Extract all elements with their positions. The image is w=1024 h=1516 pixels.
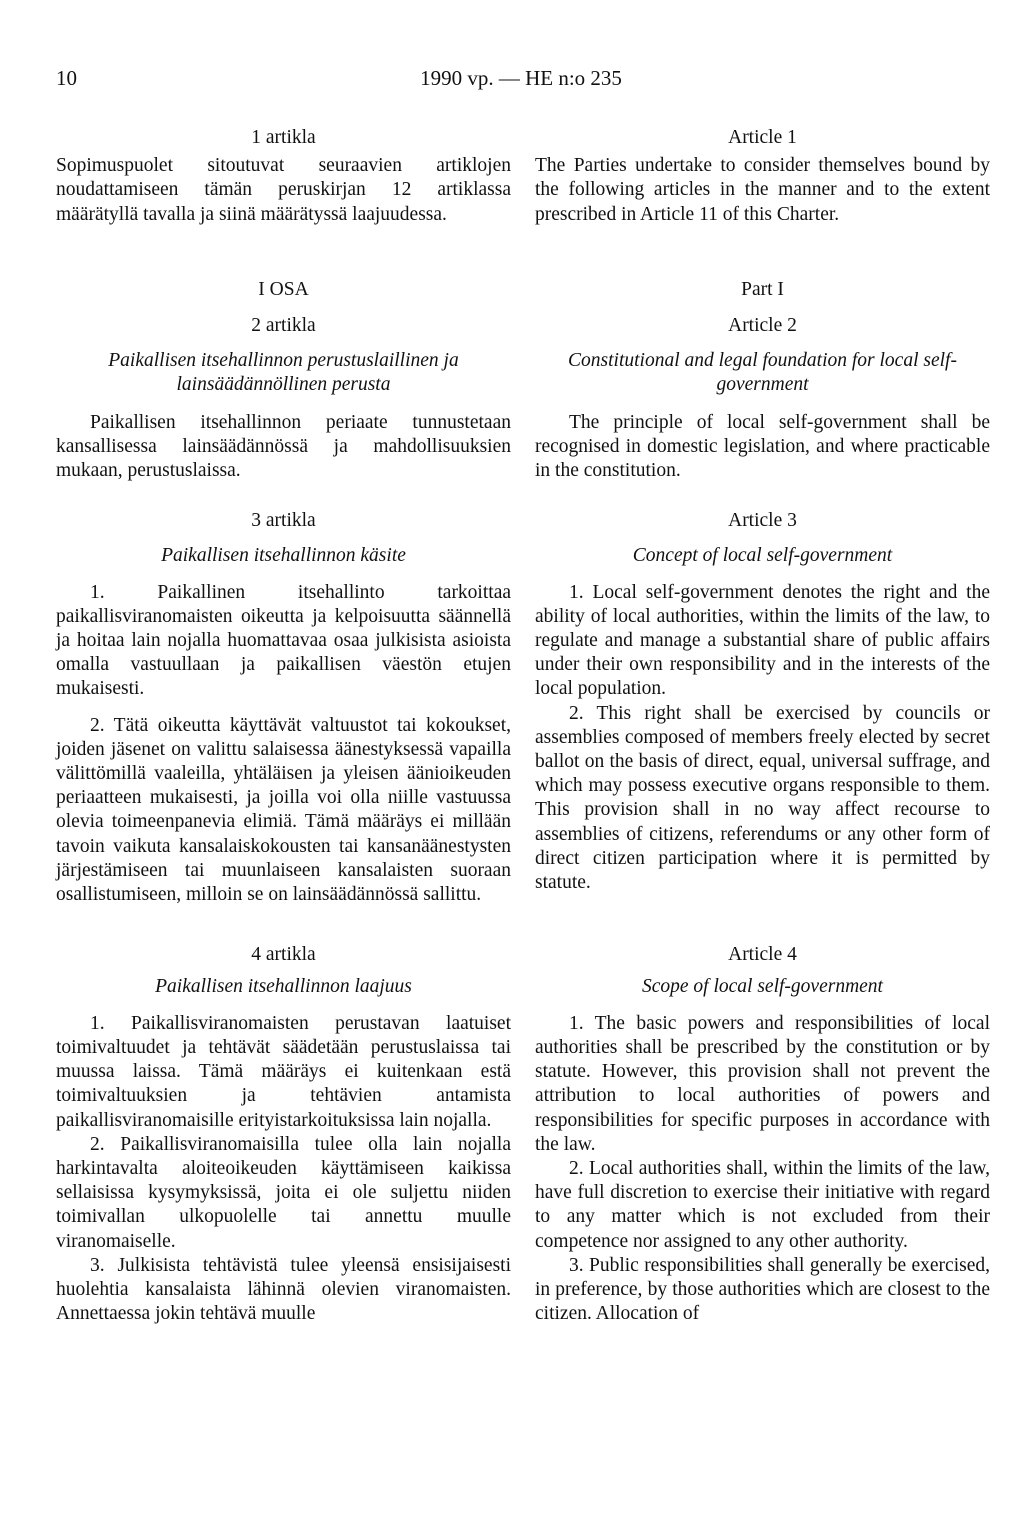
- fi-article-4-heading: 4 artikla: [251, 944, 316, 966]
- fi-article-4-para-2: 2. Paikallisviranomaisilla tulee olla lain nojalla harkintavalta aloiteoikeuden käyttämiseen kaikissa sellaisissa kysymyksissä, joita ei ole suljettu niiden toimivallan ulkopuolelle tai annettu muulle viranomaiselle.: [56, 1133, 511, 1252]
- fi-article-2-text: Paikallisen itsehallinnon periaate tunnustetaan kansallisessa lainsäädännössä ja mahdollisuuksien mukaan, perustuslaissa.: [56, 411, 511, 482]
- fi-part-1-heading: I OSA: [258, 278, 309, 300]
- page-number: 10: [56, 66, 77, 90]
- page-header: [56, 66, 986, 96]
- english-column: [535, 122, 990, 1326]
- fi-article-3-title: Paikallisen itsehallinnon käsite: [161, 545, 406, 567]
- en-article-2-title: Constitutional and legal foundation for local self-government: [568, 350, 957, 396]
- en-article-4-para-2: 2. Local authorities shall, within the limits of the law, have full discretion to exercise their initiative with regard to any matter which is not excluded from their competence nor assigned to any other authority.: [535, 1157, 990, 1252]
- running-title: 1990 vp. — HE n:o 235: [420, 66, 622, 90]
- en-article-2-text: The principle of local self-government shall be recognised in domestic legislation, and where practicable in the constitution.: [535, 411, 990, 482]
- finnish-column: [56, 122, 511, 1326]
- en-article-1-heading: Article 1: [728, 127, 797, 148]
- fi-article-2-title: Paikallisen itsehallinnon perustuslaillinen ja lainsäädännöllinen perusta: [108, 350, 459, 396]
- en-article-4-heading: Article 4: [728, 944, 797, 966]
- fi-article-4-title: Paikallisen itsehallinnon laajuus: [155, 976, 412, 998]
- en-article-3-title: Concept of local self-government: [632, 545, 893, 567]
- fi-article-3-para-1: 1. Paikallinen itsehallinto tarkoittaa paikallisviranomaisten oikeutta ja kelpoisuutta säännellä ja hoitaa lain nojalla huomattavaa osaa julkisista asioista omalla vastuullaan ja paikallisen väestön etujen mukaisesti.: [56, 581, 511, 700]
- en-article-2-heading: Article 2: [728, 315, 797, 337]
- en-article-4-para-3: 3. Public responsibilities shall generally be exercised, in preference, by those authorities which are closest to the citizen. Allocation of: [535, 1254, 990, 1325]
- fi-article-1-heading: 1 artikla: [251, 127, 316, 148]
- en-article-4-para-1: 1. The basic powers and responsibilities of local authorities shall be prescribed by the constitution or by statute. However, this provision shall not prevent the attribution to local authorities of powers and responsibilities for specific purposes in accordance with the law.: [535, 1012, 990, 1155]
- en-article-1-text: The Parties undertake to consider themselves bound by the following articles in the manner and to the extent prescribed in Article 11 of this Charter.: [535, 155, 990, 225]
- en-article-3-heading: Article 3: [728, 510, 797, 532]
- fi-article-1-text: Sopimuspuolet sitoutuvat seuraavien artiklojen noudattamiseen tämän peruskirjan 12 artiklassa määrätyllä tavalla ja siinä määrätyssä laajuudessa.: [56, 155, 511, 225]
- fi-article-4-para-1: 1. Paikallisviranomaisten perustavan laatuiset toimivaltuudet ja tehtävät säädetään perustuslaissa tai muussa laissa. Tämä määräys ei kuitenkaan estä toimivaltuuksien ja tehtävien antamista paikallisviranomaisille erityistarkoituksissa lain nojalla.: [56, 1012, 511, 1131]
- fi-article-2-heading: 2 artikla: [251, 315, 316, 337]
- en-article-3-para-2: 2. This right shall be exercised by councils or assemblies composed of members freely elected by secret ballot on the basis of direct, equal, universal suffrage, and which may possess executive organs responsible to them. This provision shall in no way affect recourse to assemblies of citizens, referendums or any other form of direct citizen participation where it is permitted by statute.: [535, 702, 990, 894]
- fi-article-4-para-3: 3. Julkisista tehtävistä tulee yleensä ensisijaisesti huolehtia kansalaista lähinnä olevien viranomaisten. Annettaessa jokin tehtävä muulle: [56, 1254, 511, 1325]
- en-article-3-para-1: 1. Local self-government denotes the right and the ability of local authorities, within the limits of the law, to regulate and manage a substantial share of public affairs under their own responsibility and in the interests of the local population.: [535, 581, 990, 700]
- en-article-4-title: Scope of local self-government: [642, 976, 883, 998]
- fi-article-3-para-2: 2. Tätä oikeutta käyttävät valtuustot tai kokoukset, joiden jäsenet on valittu salaisessa äänestyksessä vapailla välittömillä vaaleilla, yhtäläisen ja yleisen äänioikeuden periaatteen mukaisesti, ja joilla voi olla niille vastuussa olevia toimeenpanevia elimiä. Tämä määräys ei millään tavoin vaikuta kansalaiskokousten tai kansanäänestysten järjestämiseen tai muunlaiseen kansalaisten suoraan osallistumiseen, milloin se on lainsäädännössä sallittu.: [56, 714, 511, 906]
- en-part-1-heading: Part I: [741, 278, 784, 300]
- fi-article-3-heading: 3 artikla: [251, 510, 316, 532]
